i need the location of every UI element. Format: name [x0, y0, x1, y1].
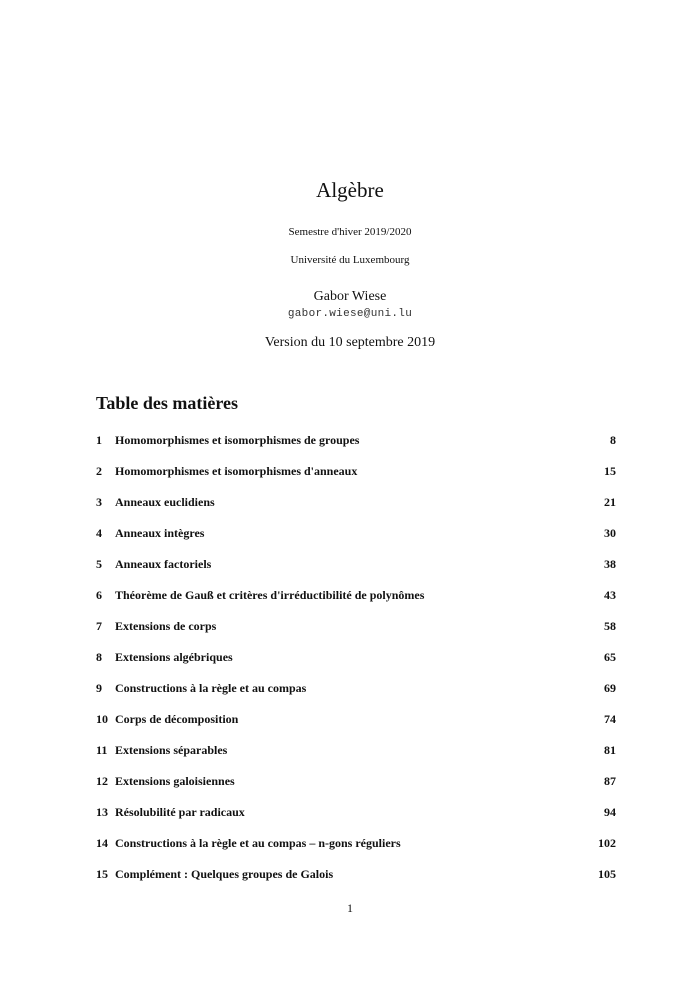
- toc-entry-page: 30: [604, 526, 616, 540]
- toc-entry-title: Complément : Quelques groupes de Galois: [115, 867, 334, 881]
- toc-entry-page: 21: [604, 495, 616, 509]
- toc-entry-title: Extensions galoisiennes: [115, 774, 235, 788]
- toc-entry-title: Résolubilité par radicaux: [115, 805, 245, 819]
- toc-entry-page: 65: [604, 650, 616, 664]
- toc-entry[interactable]: [96, 611, 616, 642]
- version-line: Version du 10 septembre 2019: [264, 335, 436, 350]
- toc-entry-title: Théorème de Gauß et critères d'irréductibilité de polynômes: [115, 588, 425, 602]
- toc-entry-title: Extensions séparables: [115, 743, 228, 757]
- toc-entry[interactable]: [96, 673, 616, 704]
- toc-entry-title: Homomorphismes et isomorphismes d'anneaux: [115, 464, 358, 478]
- toc-entry-page: 87: [604, 774, 616, 788]
- toc-entry-number: 10: [96, 712, 108, 726]
- toc-entry-page: 58: [604, 619, 616, 633]
- toc-entry[interactable]: [96, 549, 616, 580]
- toc-entry-number: 5: [96, 557, 102, 571]
- toc-entry-title: Anneaux intègres: [115, 526, 205, 540]
- toc-entry-title: Constructions à la règle et au compas – n-gons réguliers: [115, 836, 401, 850]
- toc-entry-page: 105: [598, 867, 616, 881]
- toc-entry-title: Extensions algébriques: [115, 650, 233, 664]
- toc-entry-title: Corps de décomposition: [115, 712, 239, 726]
- toc-entry-number: 12: [96, 774, 108, 788]
- toc-entry-page: 102: [598, 836, 616, 850]
- toc-entry-number: 7: [96, 619, 102, 633]
- toc-entry-page: 15: [604, 464, 616, 478]
- toc-entry-number: 6: [96, 588, 102, 602]
- toc-entry-page: 81: [604, 743, 616, 757]
- toc-entry-title: Anneaux euclidiens: [115, 495, 215, 509]
- toc-entry-page: 43: [604, 588, 616, 602]
- toc-entry[interactable]: [96, 797, 616, 828]
- toc-entry-page: 8: [610, 433, 616, 447]
- university-line: Université du Luxembourg: [290, 254, 410, 266]
- author-name: Gabor Wiese: [313, 289, 387, 304]
- toc-entry-page: 69: [604, 681, 616, 695]
- document-title: Algèbre: [316, 178, 384, 202]
- toc-entry-number: 4: [96, 526, 102, 540]
- toc-entry-title: Extensions de corps: [115, 619, 217, 633]
- toc-entry-number: 9: [96, 681, 102, 695]
- toc-entry-number: 13: [96, 805, 108, 819]
- table-of-contents: [96, 425, 616, 890]
- toc-entry[interactable]: [96, 487, 616, 518]
- toc-entry[interactable]: [96, 704, 616, 735]
- toc-entry[interactable]: [96, 828, 616, 859]
- toc-entry[interactable]: [96, 518, 616, 549]
- author-email: gabor.wiese@uni.lu: [287, 308, 413, 320]
- toc-entry-number: 8: [96, 650, 102, 664]
- toc-entry-title: Constructions à la règle et au compas: [115, 681, 307, 695]
- toc-entry[interactable]: [96, 425, 616, 456]
- semester-line: Semestre d'hiver 2019/2020: [288, 226, 412, 238]
- toc-entry[interactable]: [96, 859, 616, 890]
- toc-entry-title: Homomorphismes et isomorphismes de groupes: [115, 433, 360, 447]
- toc-entry-number: 1: [96, 433, 102, 447]
- toc-entry-page: 38: [604, 557, 616, 571]
- toc-entry-title: Anneaux factoriels: [115, 557, 212, 571]
- toc-entry[interactable]: [96, 642, 616, 673]
- page-number: 1: [347, 901, 353, 915]
- toc-entry[interactable]: [96, 766, 616, 797]
- toc-entry-page: 74: [604, 712, 616, 726]
- toc-entry-page: 94: [604, 805, 616, 819]
- toc-entry[interactable]: [96, 735, 616, 766]
- toc-entry-number: 3: [96, 495, 102, 509]
- toc-heading: Table des matières: [96, 393, 238, 413]
- toc-entry-number: 15: [96, 867, 108, 881]
- toc-entry-number: 2: [96, 464, 102, 478]
- toc-entry[interactable]: [96, 456, 616, 487]
- toc-entry-number: 11: [96, 743, 108, 757]
- toc-entry-number: 14: [96, 836, 108, 850]
- toc-entry[interactable]: [96, 580, 616, 611]
